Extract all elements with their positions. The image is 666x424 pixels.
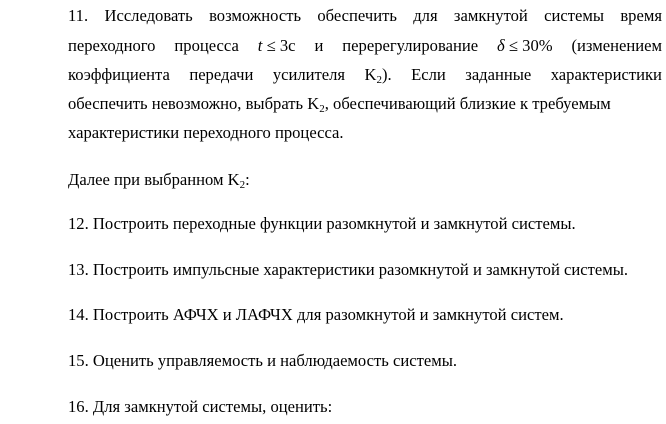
heading-text: Далее при выбранном K (68, 170, 240, 189)
word: 11. (68, 6, 89, 25)
word: перерегулирование (342, 36, 479, 55)
word: характеристики (550, 65, 662, 84)
item-16: 16. Для замкнутой системы, оценить: (68, 397, 333, 416)
gain-subscript: 2 (239, 179, 246, 191)
overshoot-value: 30% (522, 36, 553, 55)
further-heading (68, 170, 250, 190)
item-12: 12. Построить переходные функции разомкнутой и замкнутой системы. (68, 214, 576, 233)
gain-subscript: 2 (376, 74, 382, 86)
heading-colon: : (245, 170, 250, 189)
item-14: 14. Построить АФЧХ и ЛАФЧХ для разомкнутой и замкнутой систем. (68, 305, 564, 324)
item-11-line-4 (68, 94, 611, 114)
word: для (413, 6, 438, 25)
item-11-line-1 (68, 6, 662, 26)
gain-symbol (365, 65, 392, 85)
word: системы (544, 6, 605, 25)
word: (изменением (571, 36, 662, 55)
word: усилителя (272, 65, 346, 84)
delta-variable: δ (497, 36, 505, 55)
word: время (620, 6, 662, 25)
item-15: 15. Оценить управляемость и наблюдаемость системы. (68, 351, 458, 370)
item-11-line-2 (68, 36, 662, 56)
overshoot-constraint (497, 36, 553, 56)
gain-letter: K (364, 65, 377, 84)
word: передачи (189, 65, 254, 84)
line-text: , обеспечивающий близкие к требуемым (324, 94, 611, 113)
word: возможность (209, 6, 302, 25)
time-value: 3с (279, 36, 296, 55)
le-sign: ≤ (508, 36, 519, 55)
word: обеспечить (317, 6, 397, 25)
item-11-line-3 (68, 65, 662, 85)
word: коэффициента (68, 65, 170, 84)
word: Исследовать (104, 6, 193, 25)
document-page (68, 0, 662, 424)
word: и (314, 36, 324, 55)
word: замкнутой (453, 6, 528, 25)
gain-subscript: 2 (319, 103, 325, 115)
word: заданные (465, 65, 532, 84)
item-11-line-5: характеристики переходного процесса. (68, 123, 344, 142)
time-variable: t (257, 36, 263, 55)
line-text: обеспечить невозможно, выбрать K (68, 94, 320, 113)
item-13: 13. Построить импульсные характеристики разомкнутой и замкнутой системы. (68, 260, 629, 279)
gain-closing: ). (382, 65, 392, 84)
word: Если (411, 65, 446, 84)
word: переходного (68, 36, 156, 55)
le-sign: ≤ (266, 36, 276, 55)
time-constraint (258, 36, 296, 56)
word: процесса (174, 36, 239, 55)
